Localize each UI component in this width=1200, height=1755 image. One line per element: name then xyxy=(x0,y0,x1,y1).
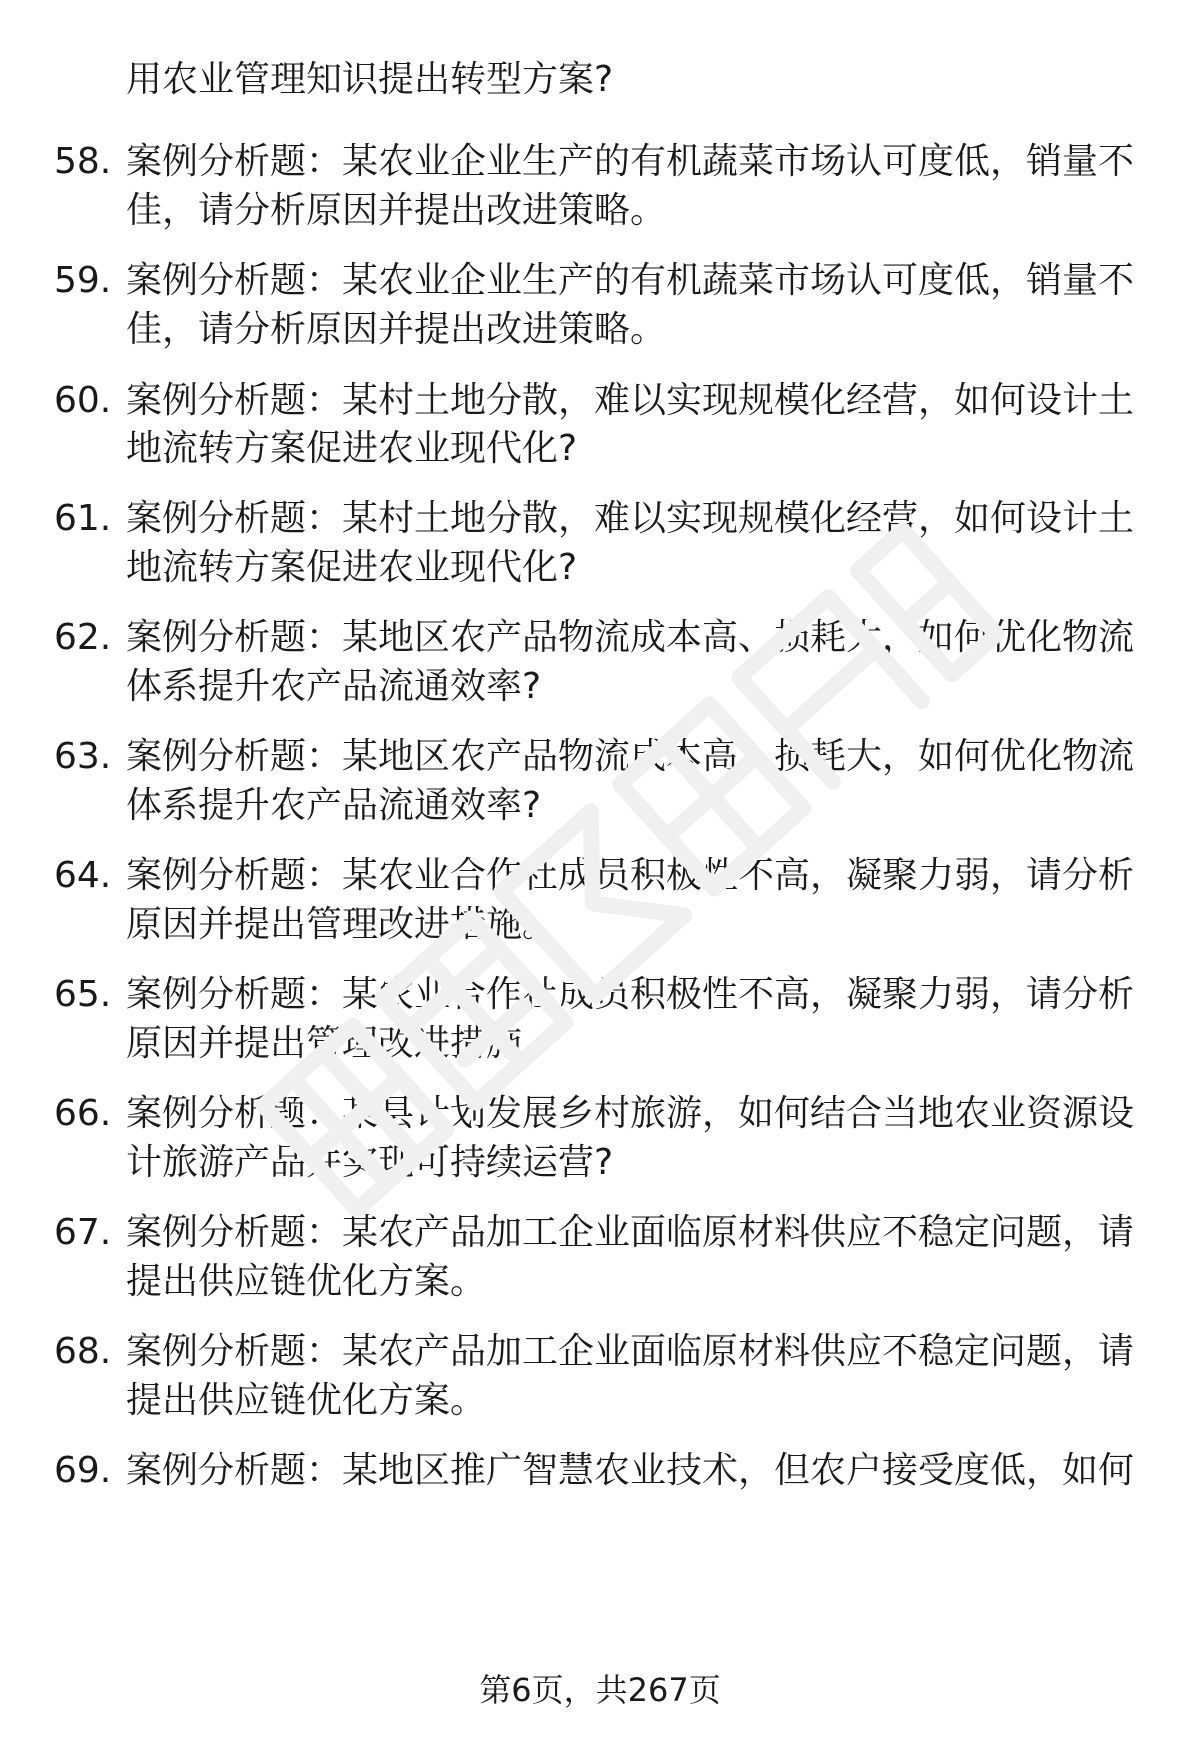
item-text-line: 案例分析题：某村土地分散，难以实现规模化经营，如何设计土 xyxy=(126,380,1135,421)
page-footer: 第6页，共267页 xyxy=(479,1671,721,1709)
item-number: 68. xyxy=(54,1331,112,1372)
item-text-line: 案例分析题：某农业合作社成员积极性不高，凝聚力弱，请分析 xyxy=(126,974,1135,1015)
item-text-line: 地流转方案促进农业现代化? xyxy=(126,428,578,469)
item-text-line: 计旅游产品并实现可持续运营? xyxy=(126,1142,614,1183)
item-text-line: 案例分析题：某地区推广智慧农业技术，但农户接受度低，如何 xyxy=(126,1450,1135,1491)
item-text-line: 案例分析题：某农业合作社成员积极性不高，凝聚力弱，请分析 xyxy=(126,855,1135,896)
item-number: 64. xyxy=(54,855,112,896)
item-text-line: 案例分析题：某村土地分散，难以实现规模化经营，如何设计土 xyxy=(126,498,1135,539)
item-number: 59. xyxy=(54,260,112,301)
item-text-line: 佳，请分析原因并提出改进策略。 xyxy=(126,309,667,350)
item-number: 65. xyxy=(54,974,112,1015)
item-text-line: 案例分析题：某农业企业生产的有机蔬菜市场认可度低，销量不 xyxy=(126,141,1135,182)
item-text-line: 地流转方案促进农业现代化? xyxy=(126,547,578,588)
item-number: 61. xyxy=(54,498,112,539)
lead-line: 用农业管理知识提出转型方案? xyxy=(126,59,614,100)
item-text-line: 提出供应链优化方案。 xyxy=(126,1261,487,1302)
item-text-line: 案例分析题：某地区农产品物流成本高、损耗大，如何优化物流 xyxy=(126,736,1135,777)
item-text-line: 案例分析题：某农产品加工企业面临原材料供应不稳定问题，请 xyxy=(126,1212,1135,1253)
item-number: 62. xyxy=(54,617,112,658)
item-text-line: 体系提升农产品流通效率? xyxy=(126,666,542,707)
item-number: 58. xyxy=(54,141,112,182)
item-number: 69. xyxy=(54,1450,112,1491)
item-text-line: 提出供应链优化方案。 xyxy=(126,1380,487,1421)
item-number: 60. xyxy=(54,380,112,421)
item-text-line: 佳，请分析原因并提出改进策略。 xyxy=(126,190,667,231)
item-text-line: 原因并提出管理改进措施。 xyxy=(126,904,559,945)
item-number: 63. xyxy=(54,736,112,777)
item-number: 67. xyxy=(54,1212,112,1253)
item-text-line: 原因并提出管理改进措施。 xyxy=(126,1023,559,1064)
item-text-line: 案例分析题：某农业企业生产的有机蔬菜市场认可度低，销量不 xyxy=(126,260,1135,301)
item-number: 66. xyxy=(54,1093,112,1134)
item-text-line: 案例分析题：某地区农产品物流成本高、损耗大，如何优化物流 xyxy=(126,617,1135,658)
item-text-line: 案例分析题：某县计划发展乡村旅游，如何结合当地农业资源设 xyxy=(126,1093,1135,1134)
item-text-line: 体系提升农产品流通效率? xyxy=(126,785,542,826)
item-text-line: 案例分析题：某农产品加工企业面临原材料供应不稳定问题，请 xyxy=(126,1331,1135,1372)
